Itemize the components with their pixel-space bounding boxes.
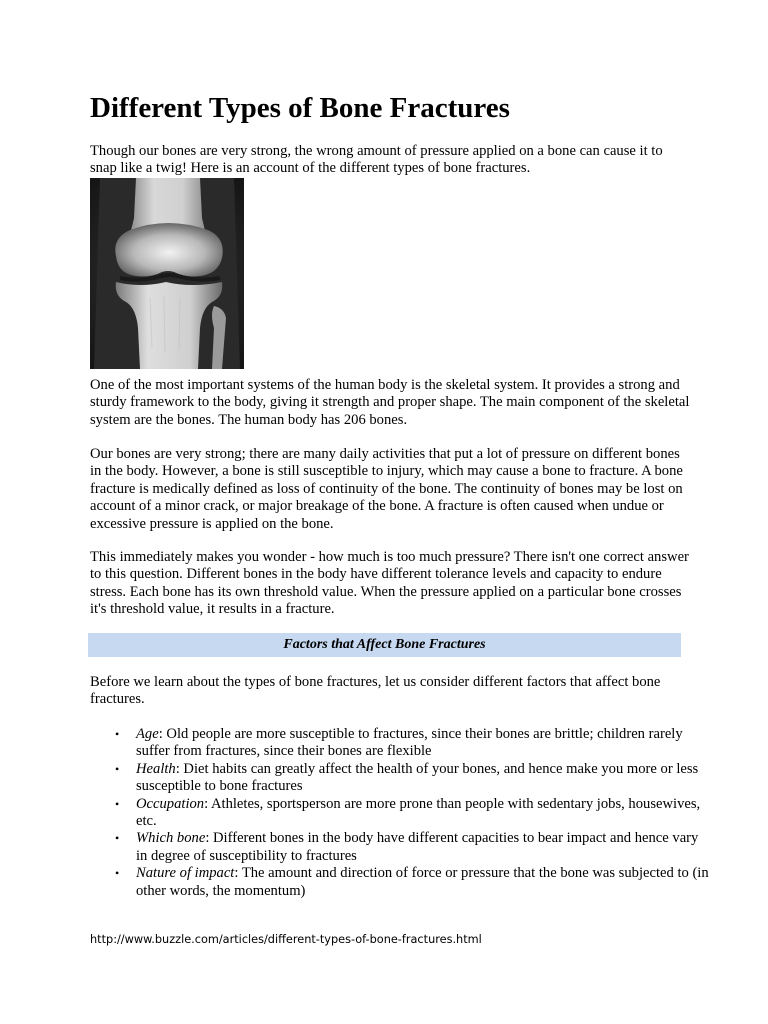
list-item <box>90 830 710 865</box>
body-paragraph: This immediately makes you wonder - how much is too much pressure? There isn't one correct answer to this question. Different bones in the body have different tolerance levels and capacity to endure stress. Each bone has its own threshold value. When the pressure applied on a particular bone crosses it's threshold value, it results in a fracture. <box>90 549 689 618</box>
factor-term: Age <box>136 726 159 742</box>
factors-list <box>90 726 710 900</box>
bullet-icon: • <box>115 866 120 881</box>
factor-term: Health <box>136 760 176 777</box>
list-item <box>90 761 710 796</box>
page-title: Different Types of Bone Fractures <box>90 92 510 124</box>
intro-paragraph: Though our bones are very strong, the wrong amount of pressure applied on a bone can cause it to snap like a twig! Here is an account of the different types of bone fractures. <box>90 143 663 177</box>
source-url-footer: http://www.buzzle.com/articles/different-types-of-bone-fractures.html <box>90 933 482 946</box>
factor-description: : Athletes, sportsperson are more prone than people with sedentary jobs, housewives, etc. <box>136 795 701 830</box>
factor-description: : Different bones in the body have different capacities to bear impact and hence vary in degree of susceptibility to fractures <box>136 830 699 864</box>
body-paragraph: One of the most important systems of the human body is the skeletal system. It provides a strong and sturdy framework to the body, giving it strength and proper shape. The main component of the skeletal system are the bones. The human body has 206 bones. <box>90 377 690 428</box>
list-item <box>90 865 710 900</box>
bullet-icon: • <box>115 831 120 846</box>
list-item <box>90 796 710 831</box>
factor-description: : Diet habits can greatly affect the health of your bones, and hence make you more or less susceptible to bone fractures <box>136 760 699 795</box>
section-intro-paragraph: Before we learn about the types of bone fractures, let us consider different factors that affect bone fractures. <box>90 674 661 708</box>
section-heading-banner: Factors that Affect Bone Fractures <box>88 633 681 657</box>
list-item <box>90 726 710 761</box>
body-paragraph: Our bones are very strong; there are many daily activities that put a lot of pressure on different bones in the body. However, a bone is still susceptible to injury, which may cause a bone to fracture. A bone fracture is medically defined as loss of continuity of the bone. The continuity of bones may be lost on account of a minor crack, or major breakage of the bone. A fracture is often caused when undue or excessive pressure is applied on the bone. <box>90 446 683 532</box>
factor-term: Which bone <box>136 830 206 847</box>
bullet-icon: • <box>115 796 120 811</box>
bullet-icon: • <box>115 761 120 776</box>
factor-term: Nature of impact <box>136 865 235 882</box>
bullet-icon: • <box>115 727 120 741</box>
factor-description: : The amount and direction of force or pressure that the bone was subjected to (in other words, the momentum) <box>136 865 709 899</box>
knee-xray-image <box>90 178 244 369</box>
factor-term: Occupation <box>136 795 205 812</box>
factor-description: : Old people are more susceptible to fractures, since their bones are brittle; children rarely suffer from fractures, since their bones are flexible <box>136 726 683 760</box>
